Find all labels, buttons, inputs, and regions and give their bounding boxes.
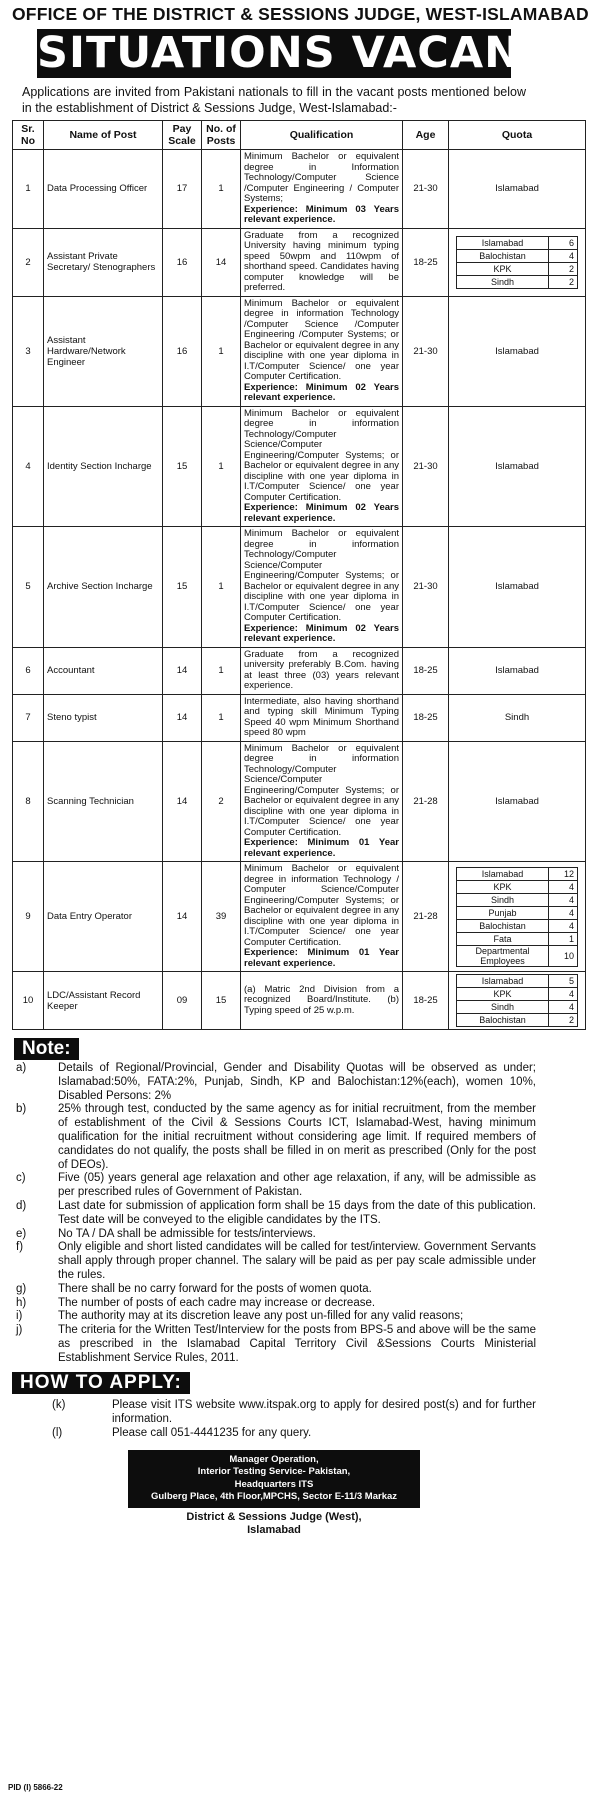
note-item bbox=[12, 1228, 536, 1242]
quota-count: 4 bbox=[549, 919, 578, 932]
row-age: 21-28 bbox=[403, 862, 449, 972]
row-qualification bbox=[241, 972, 403, 1030]
row-pay-scale: 14 bbox=[163, 741, 202, 862]
experience-text: Experience: Minimum 02 Years relevant experience. bbox=[244, 622, 399, 644]
note-item bbox=[12, 1283, 536, 1297]
row-pay-scale: 17 bbox=[163, 150, 202, 229]
qualification-text: (a) Matric 2nd Division from a recognized Board/Institute. (b) Typing speed of 25 w.p.m. bbox=[244, 983, 399, 1016]
apply-item bbox=[12, 1398, 536, 1426]
row-no-of-posts: 1 bbox=[202, 406, 241, 527]
quota-count: 4 bbox=[549, 906, 578, 919]
qualification-text: Minimum Bachelor or equivalent degree in information Technology / Computer Science/Computer Engineering/Computer Systems; or Bachelor or equivalent degree in any discipline with one year diploma in I.T/Computer Science/ one year Computer Certification. bbox=[244, 863, 399, 948]
row-sr: 10 bbox=[13, 972, 44, 1030]
judge-line-1: District & Sessions Judge (West), bbox=[186, 1510, 362, 1523]
quota-table bbox=[456, 236, 578, 289]
row-no-of-posts: 39 bbox=[202, 862, 241, 972]
quota-row bbox=[457, 906, 578, 919]
row-post-name: Assistant Private Secretary/ Stenographers bbox=[44, 228, 163, 296]
table-row bbox=[13, 296, 586, 406]
intro-text: Applications are invited from Pakistani nationals to fill in the vacant posts mentioned below in the establishment of District & Sessions Judge, West-Islamabad:- bbox=[22, 85, 526, 115]
quota-count: 2 bbox=[549, 262, 578, 275]
qualification-text: Minimum Bachelor or equivalent degree in information Technology/Computer Science/Computer Engineering/Computer Systems; or Bachelor or equivalent degree in any discipline with one year diploma in I.T/Computer Science/ one year Computer Certification. bbox=[244, 528, 399, 623]
quota-row bbox=[457, 988, 578, 1001]
judge-line-2: Islamabad bbox=[247, 1523, 301, 1536]
qualification-text: Graduate from a recognized University having minimum typing speed 50wpm and 110wpm of shorthand speed. Candidates having computer knowledge will be preferred. bbox=[244, 229, 399, 293]
quota-region: Islamabad bbox=[457, 975, 549, 988]
row-sr: 3 bbox=[13, 296, 44, 406]
row-qualification bbox=[241, 647, 403, 694]
situations-vacant-banner: SITUATIONS VACANT bbox=[37, 28, 552, 78]
quota-count: 5 bbox=[549, 975, 578, 988]
quota-count: 1 bbox=[549, 932, 578, 945]
item-label: b) bbox=[16, 1103, 27, 1116]
quota-row bbox=[457, 236, 578, 249]
quota-region: Sindh bbox=[457, 1001, 549, 1014]
item-label: g) bbox=[16, 1282, 27, 1295]
item-text: The number of posts of each cadre may increase or decrease. bbox=[58, 1296, 376, 1309]
quota-count: 4 bbox=[549, 893, 578, 906]
quota-count: 4 bbox=[549, 880, 578, 893]
table-row bbox=[13, 150, 586, 229]
row-no-of-posts: 1 bbox=[202, 647, 241, 694]
row-no-of-posts: 1 bbox=[202, 150, 241, 229]
quota-region: Departmental Employees bbox=[457, 945, 549, 966]
row-quota: Islamabad bbox=[449, 406, 586, 527]
header-qualification: Qualification bbox=[241, 121, 403, 150]
note-item bbox=[12, 1297, 536, 1311]
item-text: Please call 051-4441235 for any query. bbox=[112, 1426, 312, 1439]
quota-count: 6 bbox=[549, 236, 578, 249]
note-item bbox=[12, 1310, 536, 1324]
qualification-text: Minimum Bachelor or equivalent degree in Information Technology/Computer Science /Computer Engineering / Computer Systems; bbox=[244, 151, 399, 204]
note-item bbox=[12, 1103, 536, 1172]
row-age: 18-25 bbox=[403, 228, 449, 296]
row-post-name: Identity Section Incharge bbox=[44, 406, 163, 527]
item-label: d) bbox=[16, 1199, 27, 1212]
quota-row bbox=[457, 893, 578, 906]
row-no-of-posts: 1 bbox=[202, 694, 241, 741]
item-label: j) bbox=[16, 1324, 23, 1337]
qualification-text: Minimum Bachelor or equivalent degree in information Technology/Computer Science/Computer Engineering/Computer Systems; or Bachelor or equivalent degree in any discipline with one year diploma in I.T/Computer Science/ one year Computer Certification. bbox=[244, 742, 399, 838]
qualification-text: Minimum Bachelor or equivalent degree in information Technology /Computer Science /Computer Engineering /Computer Systems; or Bachelor or equivalent degree in any discipline with one year diploma in I.T/Computer Science/ one year Computer Certification. bbox=[244, 297, 399, 382]
header-age: Age bbox=[403, 121, 449, 150]
item-label: c) bbox=[16, 1172, 26, 1185]
row-no-of-posts: 14 bbox=[202, 228, 241, 296]
qualification-text: Graduate from a recognized university preferably B.Com. having at least three (03) years relevant experience. bbox=[244, 648, 399, 691]
item-text: The authority may at its discretion leave any post un-filled for any valid reasons; bbox=[58, 1310, 464, 1323]
apply-list bbox=[12, 1398, 536, 1440]
how-to-apply-heading: HOW TO APPLY: bbox=[12, 1372, 190, 1394]
quota-region: Punjab bbox=[457, 906, 549, 919]
row-qualification bbox=[241, 741, 403, 862]
row-age: 21-28 bbox=[403, 741, 449, 862]
row-qualification bbox=[241, 862, 403, 972]
row-sr: 6 bbox=[13, 647, 44, 694]
experience-text: Experience: Minimum 02 Years relevant experience. bbox=[244, 502, 399, 524]
item-label: h) bbox=[16, 1296, 27, 1309]
quota-region: Sindh bbox=[457, 893, 549, 906]
quota-region: KPK bbox=[457, 262, 549, 275]
row-sr: 5 bbox=[13, 527, 44, 648]
item-text: Five (05) years general age relaxation and other age relaxation, if any, will be admissible as per prescribed rules of Government of Pakistan. bbox=[58, 1172, 536, 1199]
experience-text: Experience: Minimum 02 Years relevant experience. bbox=[244, 381, 399, 403]
note-item bbox=[12, 1241, 536, 1282]
row-pay-scale: 14 bbox=[163, 647, 202, 694]
quota-row bbox=[457, 867, 578, 880]
row-sr: 1 bbox=[13, 150, 44, 229]
note-item bbox=[12, 1172, 536, 1200]
quota-row bbox=[457, 945, 578, 966]
quota-row bbox=[457, 249, 578, 262]
table-row bbox=[13, 647, 586, 694]
row-post-name: Scanning Technician bbox=[44, 741, 163, 862]
pid-number: PID (I) 5866-22 bbox=[8, 1783, 63, 1792]
row-no-of-posts: 15 bbox=[202, 972, 241, 1030]
posts-table bbox=[12, 120, 586, 1030]
row-quota: Islamabad bbox=[449, 296, 586, 406]
row-pay-scale: 15 bbox=[163, 406, 202, 527]
quota-count: 2 bbox=[549, 275, 578, 288]
quota-region: Fata bbox=[457, 932, 549, 945]
row-no-of-posts: 1 bbox=[202, 527, 241, 648]
experience-text: Experience: Minimum 01 Year relevant experience. bbox=[244, 947, 399, 969]
row-quota: Islamabad bbox=[449, 741, 586, 862]
note-item bbox=[12, 1324, 536, 1365]
note-heading: Note: bbox=[14, 1038, 79, 1060]
row-qualification bbox=[241, 406, 403, 527]
manager-line: Manager Operation, bbox=[229, 1453, 319, 1465]
row-quota bbox=[449, 972, 586, 1030]
quota-count: 4 bbox=[549, 988, 578, 1001]
row-pay-scale: 14 bbox=[163, 694, 202, 741]
quota-row bbox=[457, 975, 578, 988]
row-post-name: Archive Section Incharge bbox=[44, 527, 163, 648]
quota-region: KPK bbox=[457, 880, 549, 893]
item-label: (l) bbox=[52, 1426, 63, 1439]
row-qualification bbox=[241, 527, 403, 648]
district-judge-signature bbox=[12, 1511, 536, 1537]
row-pay-scale: 15 bbox=[163, 527, 202, 648]
row-post-name: Data Entry Operator bbox=[44, 862, 163, 972]
posts-body bbox=[13, 150, 586, 1030]
quota-region: Islamabad bbox=[457, 236, 549, 249]
manager-line: Gulberg Place, 4th Floor,MPCHS, Sector E-11/3 Markaz bbox=[150, 1491, 398, 1503]
row-quota: Sindh bbox=[449, 694, 586, 741]
table-row bbox=[13, 862, 586, 972]
item-label: i) bbox=[16, 1310, 23, 1323]
item-label: f) bbox=[16, 1241, 24, 1254]
row-sr: 2 bbox=[13, 228, 44, 296]
row-age: 21-30 bbox=[403, 527, 449, 648]
table-row bbox=[13, 527, 586, 648]
row-age: 18-25 bbox=[403, 972, 449, 1030]
quota-table bbox=[456, 974, 578, 1027]
quota-table bbox=[456, 867, 578, 967]
experience-text: Experience: Minimum 01 Year relevant experience. bbox=[244, 837, 399, 859]
row-quota: Islamabad bbox=[449, 150, 586, 229]
item-text: 25% through test, conducted by the same agency as for initial recruitment, from the member of establishment of the Civil & Sessions Courts ICT, Islamabad-West, having minimum qualification for the initial recruitment without considering age limit. If required members of candidates do not qualify, the posts shall be filled in on merit as prescribed (Only for the post of DEOs). bbox=[58, 1103, 536, 1171]
row-post-name: LDC/Assistant Record Keeper bbox=[44, 972, 163, 1030]
qualification-text: Intermediate, also having shorthand and typing skill Minimum Typing Speed 40 wpm Minimum Shorthand speed 80 wpm bbox=[244, 695, 399, 738]
table-row bbox=[13, 228, 586, 296]
row-pay-scale: 09 bbox=[163, 972, 202, 1030]
row-age: 18-25 bbox=[403, 647, 449, 694]
row-no-of-posts: 1 bbox=[202, 296, 241, 406]
quota-row bbox=[457, 275, 578, 288]
item-text: Details of Regional/Provincial, Gender and Disability Quotas will be observed as under; Islamabad:50%, FATA:2%, Punjab, Sindh, KP and Balochistan:12%(each), women 10%, Disabled Persons: 2% bbox=[58, 1062, 536, 1102]
item-label: e) bbox=[16, 1227, 27, 1240]
header-quota: Quota bbox=[449, 121, 586, 150]
experience-text: Experience: Minimum 03 Years relevant experience. bbox=[244, 203, 399, 225]
quota-row bbox=[457, 919, 578, 932]
row-quota: Islamabad bbox=[449, 527, 586, 648]
quota-region: Balochistan bbox=[457, 1014, 549, 1027]
quota-region: Balochistan bbox=[457, 919, 549, 932]
item-text: There shall be no carry forward for the posts of women quota. bbox=[58, 1282, 372, 1295]
row-sr: 9 bbox=[13, 862, 44, 972]
notes-list bbox=[12, 1062, 536, 1366]
row-sr: 8 bbox=[13, 741, 44, 862]
row-quota: Islamabad bbox=[449, 647, 586, 694]
quota-count: 12 bbox=[549, 867, 578, 880]
quota-region: Islamabad bbox=[457, 867, 549, 880]
quota-row bbox=[457, 1001, 578, 1014]
row-no-of-posts: 2 bbox=[202, 741, 241, 862]
quota-count: 4 bbox=[549, 249, 578, 262]
quota-region: Balochistan bbox=[457, 249, 549, 262]
quota-row bbox=[457, 932, 578, 945]
quota-count: 2 bbox=[549, 1014, 578, 1027]
table-row bbox=[13, 694, 586, 741]
apply-item bbox=[12, 1426, 536, 1440]
quota-region: KPK bbox=[457, 988, 549, 1001]
row-age: 21-30 bbox=[403, 150, 449, 229]
item-text: Please visit ITS website www.itspak.org to apply for desired post(s) and for further information. bbox=[112, 1398, 536, 1425]
header-name: Name of Post bbox=[44, 121, 163, 150]
row-pay-scale: 14 bbox=[163, 862, 202, 972]
row-pay-scale: 16 bbox=[163, 296, 202, 406]
manager-line: Interior Testing Service- Pakistan, bbox=[197, 1466, 351, 1478]
header-sr: Sr. No bbox=[13, 121, 44, 150]
office-title: OFFICE OF THE DISTRICT & SESSIONS JUDGE, WEST-ISLAMABAD bbox=[12, 4, 589, 24]
row-qualification bbox=[241, 694, 403, 741]
row-quota bbox=[449, 228, 586, 296]
row-post-name: Steno typist bbox=[44, 694, 163, 741]
item-label: (k) bbox=[52, 1398, 66, 1411]
note-item bbox=[12, 1200, 536, 1228]
row-age: 18-25 bbox=[403, 694, 449, 741]
quota-row bbox=[457, 1014, 578, 1027]
quota-region: Sindh bbox=[457, 275, 549, 288]
row-sr: 4 bbox=[13, 406, 44, 527]
qualification-text: Minimum Bachelor or equivalent degree in information Technology/Computer Science/Computer Engineering/Computer Systems; or Bachelor or equivalent degree in any discipline with one year diploma in I.T/Computer Science/ one year Computer Certification. bbox=[244, 407, 399, 503]
row-age: 21-30 bbox=[403, 296, 449, 406]
quota-count: 10 bbox=[549, 945, 578, 966]
item-text: Last date for submission of application form shall be 15 days from the date of this publication. Test date will be conveyed to the eligible candidates by the ITS. bbox=[58, 1199, 536, 1226]
row-qualification bbox=[241, 296, 403, 406]
table-row bbox=[13, 406, 586, 527]
quota-count: 4 bbox=[549, 1001, 578, 1014]
manager-line: Headquarters ITS bbox=[234, 1478, 314, 1490]
row-qualification bbox=[241, 150, 403, 229]
row-pay-scale: 16 bbox=[163, 228, 202, 296]
row-post-name: Assistant Hardware/Network Engineer bbox=[44, 296, 163, 406]
note-item bbox=[12, 1062, 536, 1103]
manager-operation-box bbox=[128, 1450, 420, 1508]
item-text: No TA / DA shall be admissible for tests/interviews. bbox=[58, 1227, 316, 1240]
row-quota bbox=[449, 862, 586, 972]
row-qualification bbox=[241, 228, 403, 296]
table-header-row bbox=[13, 121, 586, 150]
quota-row bbox=[457, 262, 578, 275]
row-age: 21-30 bbox=[403, 406, 449, 527]
quota-row bbox=[457, 880, 578, 893]
item-label: a) bbox=[16, 1062, 27, 1074]
item-text: Only eligible and short listed candidates will be called for test/interview. Government Servants shall apply through proper channel. The salary will be paid as per pay scale admissible under the rules. bbox=[58, 1241, 536, 1281]
row-post-name: Data Processing Officer bbox=[44, 150, 163, 229]
table-row bbox=[13, 972, 586, 1030]
row-post-name: Accountant bbox=[44, 647, 163, 694]
header-pay: Pay Scale bbox=[163, 121, 202, 150]
item-text: The criteria for the Written Test/Interview for the posts from BPS-5 and above will be the same as prescribed in the Islamabad Capital Territory Civil &Sessions Courts Ministerial Establishment Service Rules, 2011. bbox=[58, 1324, 536, 1364]
table-row bbox=[13, 741, 586, 862]
header-no: No. of Posts bbox=[202, 121, 241, 150]
row-sr: 7 bbox=[13, 694, 44, 741]
